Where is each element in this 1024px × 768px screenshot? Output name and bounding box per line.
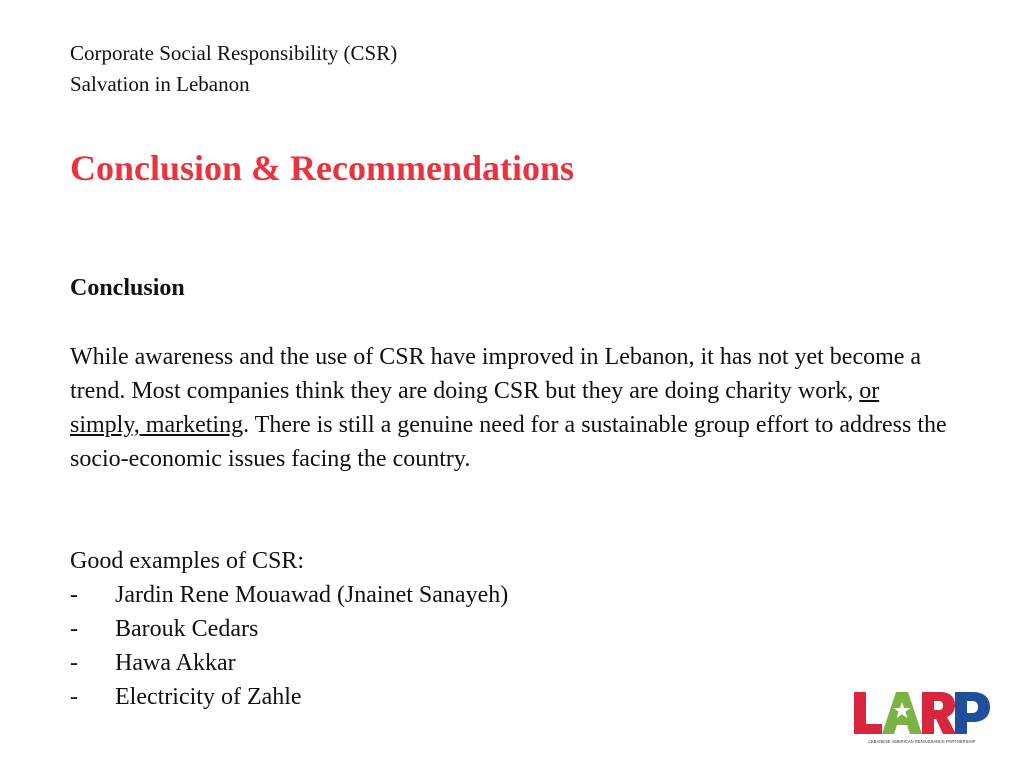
list-item-text: Barouk Cedars: [115, 616, 259, 642]
list-item-text: Jardin Rene Mouawad (Jnainet Sanayeh): [115, 582, 509, 608]
examples-block: [70, 544, 508, 714]
slide-title: Conclusion & Recommendations: [70, 148, 575, 188]
list-item-text: Electricity of Zahle: [115, 684, 302, 710]
header-line-1: Corporate Social Responsibility (CSR): [70, 41, 398, 65]
paragraph-text-1: While awareness and the use of CSR have improved in Lebanon, it has not yet become a trend. Most companies think they are doing CSR but they are doing charity work,: [70, 344, 922, 404]
list-item: [70, 646, 508, 680]
bullet-dash: -: [70, 684, 78, 710]
logo-tagline: LEBANESE AMERICAN RENAISSANCE PARTNERSHIP: [868, 739, 976, 744]
list-item: [70, 612, 508, 646]
slide-header: [70, 38, 397, 100]
paragraph-underlined-text: or simply, marketing: [70, 378, 880, 438]
examples-heading: Good examples of CSR:: [70, 548, 304, 574]
list-item-text: Hawa Akkar: [115, 650, 236, 676]
section-heading: Conclusion: [70, 275, 185, 301]
paragraph-text-2: . There is still a genuine need for a sustainable group effort to address the socio-economic issues facing the country.: [70, 412, 947, 472]
list-item: [70, 680, 508, 714]
bullet-dash: -: [70, 582, 78, 608]
list-item: [70, 578, 508, 612]
bullet-dash: -: [70, 650, 78, 676]
bullet-dash: -: [70, 616, 78, 642]
header-line-2: Salvation in Lebanon: [70, 72, 250, 96]
larp-logo: [852, 688, 992, 746]
examples-list: [70, 578, 508, 714]
conclusion-paragraph: [70, 340, 950, 476]
